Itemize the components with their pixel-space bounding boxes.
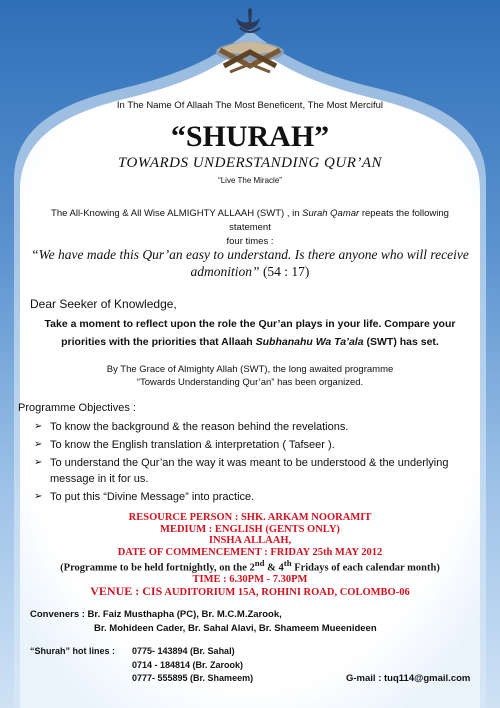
hotlines-label: “Shurah” hot lines : — [30, 646, 116, 656]
conveners-line-1: Conveners : Br. Faiz Musthapha (PC), Br. M.C.M.Zarook, — [30, 609, 282, 620]
reflect-paragraph — [18, 315, 482, 351]
bismillah-line: In The Name Of Allaah The Most Beneficent, The Most Merciful — [116, 100, 384, 111]
venue-label: VENUE : CIS — [90, 583, 163, 598]
time: TIME : 6.30PM - 7.30PM — [192, 574, 308, 585]
hotlines — [30, 645, 253, 686]
schedule-b: & 4 — [264, 562, 284, 574]
objectives-list — [34, 419, 474, 507]
insha-allaah: INSHA ALLAAH, — [208, 535, 292, 546]
gmail-contact: G-mail : tuq114@gmail.com — [346, 673, 471, 684]
grace-line-1: By The Grace of Almighty Allah (SWT), the long awaited programme — [106, 364, 394, 375]
quran-logo — [210, 6, 290, 88]
book-stand-icon — [210, 6, 290, 88]
quote-reference: (54 : 17) — [262, 264, 310, 279]
schedule-c: Fridays of each calendar month) — [291, 562, 440, 574]
surah-name: Surah Qamar — [302, 208, 360, 219]
objective-item: ➢ To put this “Divine Message” into practice. — [34, 489, 474, 505]
schedule-sup-1: nd — [254, 558, 265, 568]
quote-text: “We have made this Qur’an easy to understand. Is there anyone who will receive admonition” — [31, 247, 469, 279]
schedule-note — [0, 558, 500, 574]
page-subtitle: TOWARDS UNDERSTANDING QUR’AN — [117, 155, 383, 171]
objective-item: ➢ To understand the Qur’an the way it was meant to be understood & the underlying message in it for us. — [34, 455, 474, 487]
resource-person: RESOURCE PERSON : SHK. ARKAM NOORAMIT — [128, 512, 372, 523]
quran-quote — [0, 246, 500, 280]
objectives-heading: Programme Objectives : — [18, 402, 136, 414]
hotline-number: 0777- 555895 (Br. Shameem) — [132, 673, 254, 683]
intro-text-b: repeats the following statement — [229, 208, 449, 233]
tagline: “Live The Miracle” — [218, 176, 282, 185]
conveners-line-2: Br. Mohideen Cader, Br. Sahal Alavi, Br. Shameem Mueenideen — [94, 623, 377, 634]
hotline-number: 0714 - 184814 (Br. Zarook) — [132, 659, 244, 670]
venue — [0, 583, 500, 599]
schedule-a: (Programme to be held fortnightly, on the 2 — [60, 562, 255, 574]
grace-line-2: “Towards Understanding Qur’an” has been organized. — [136, 377, 364, 388]
objective-item: ➢ To know the background & the reason behind the revelations. — [34, 419, 474, 435]
reflect-line-2-italic: Subhanahu Wa Ta’ala — [255, 336, 364, 348]
hotline-number: 0775- 143894 (Br. Sahal) — [132, 646, 235, 656]
intro-text-c: four times : — [226, 236, 274, 247]
commencement-date: DATE OF COMMENCEMENT : FRIDAY 25th MAY 2012 — [117, 546, 383, 558]
reflect-line-2a: priorities with the priorities that Allaah — [61, 336, 256, 348]
intro-paragraph — [0, 207, 500, 249]
objective-item: ➢ To know the English translation & interpretation ( Tafseer ). — [34, 437, 474, 453]
schedule-sup-2: th — [283, 558, 292, 568]
grace-paragraph — [0, 363, 500, 389]
reflect-line-2b: (SWT) has set. — [363, 336, 439, 348]
intro-text-a: The All-Knowing & All Wise ALMIGHTY ALLAAH (SWT) , in — [51, 208, 303, 219]
medium: MEDIUM : ENGLISH (GENTS ONLY) — [160, 523, 340, 535]
venue-address: AUDITORIUM 15A, ROHINI ROAD, COLOMBO-06 — [162, 586, 410, 598]
greeting: Dear Seeker of Knowledge, — [30, 297, 177, 311]
reflect-line-1: Take a moment to reflect upon the role the Qur’an plays in your life. Compare your — [44, 318, 456, 330]
programme-details — [0, 512, 500, 598]
page-title: “SHURAH” — [170, 120, 330, 153]
conveners — [30, 608, 377, 636]
